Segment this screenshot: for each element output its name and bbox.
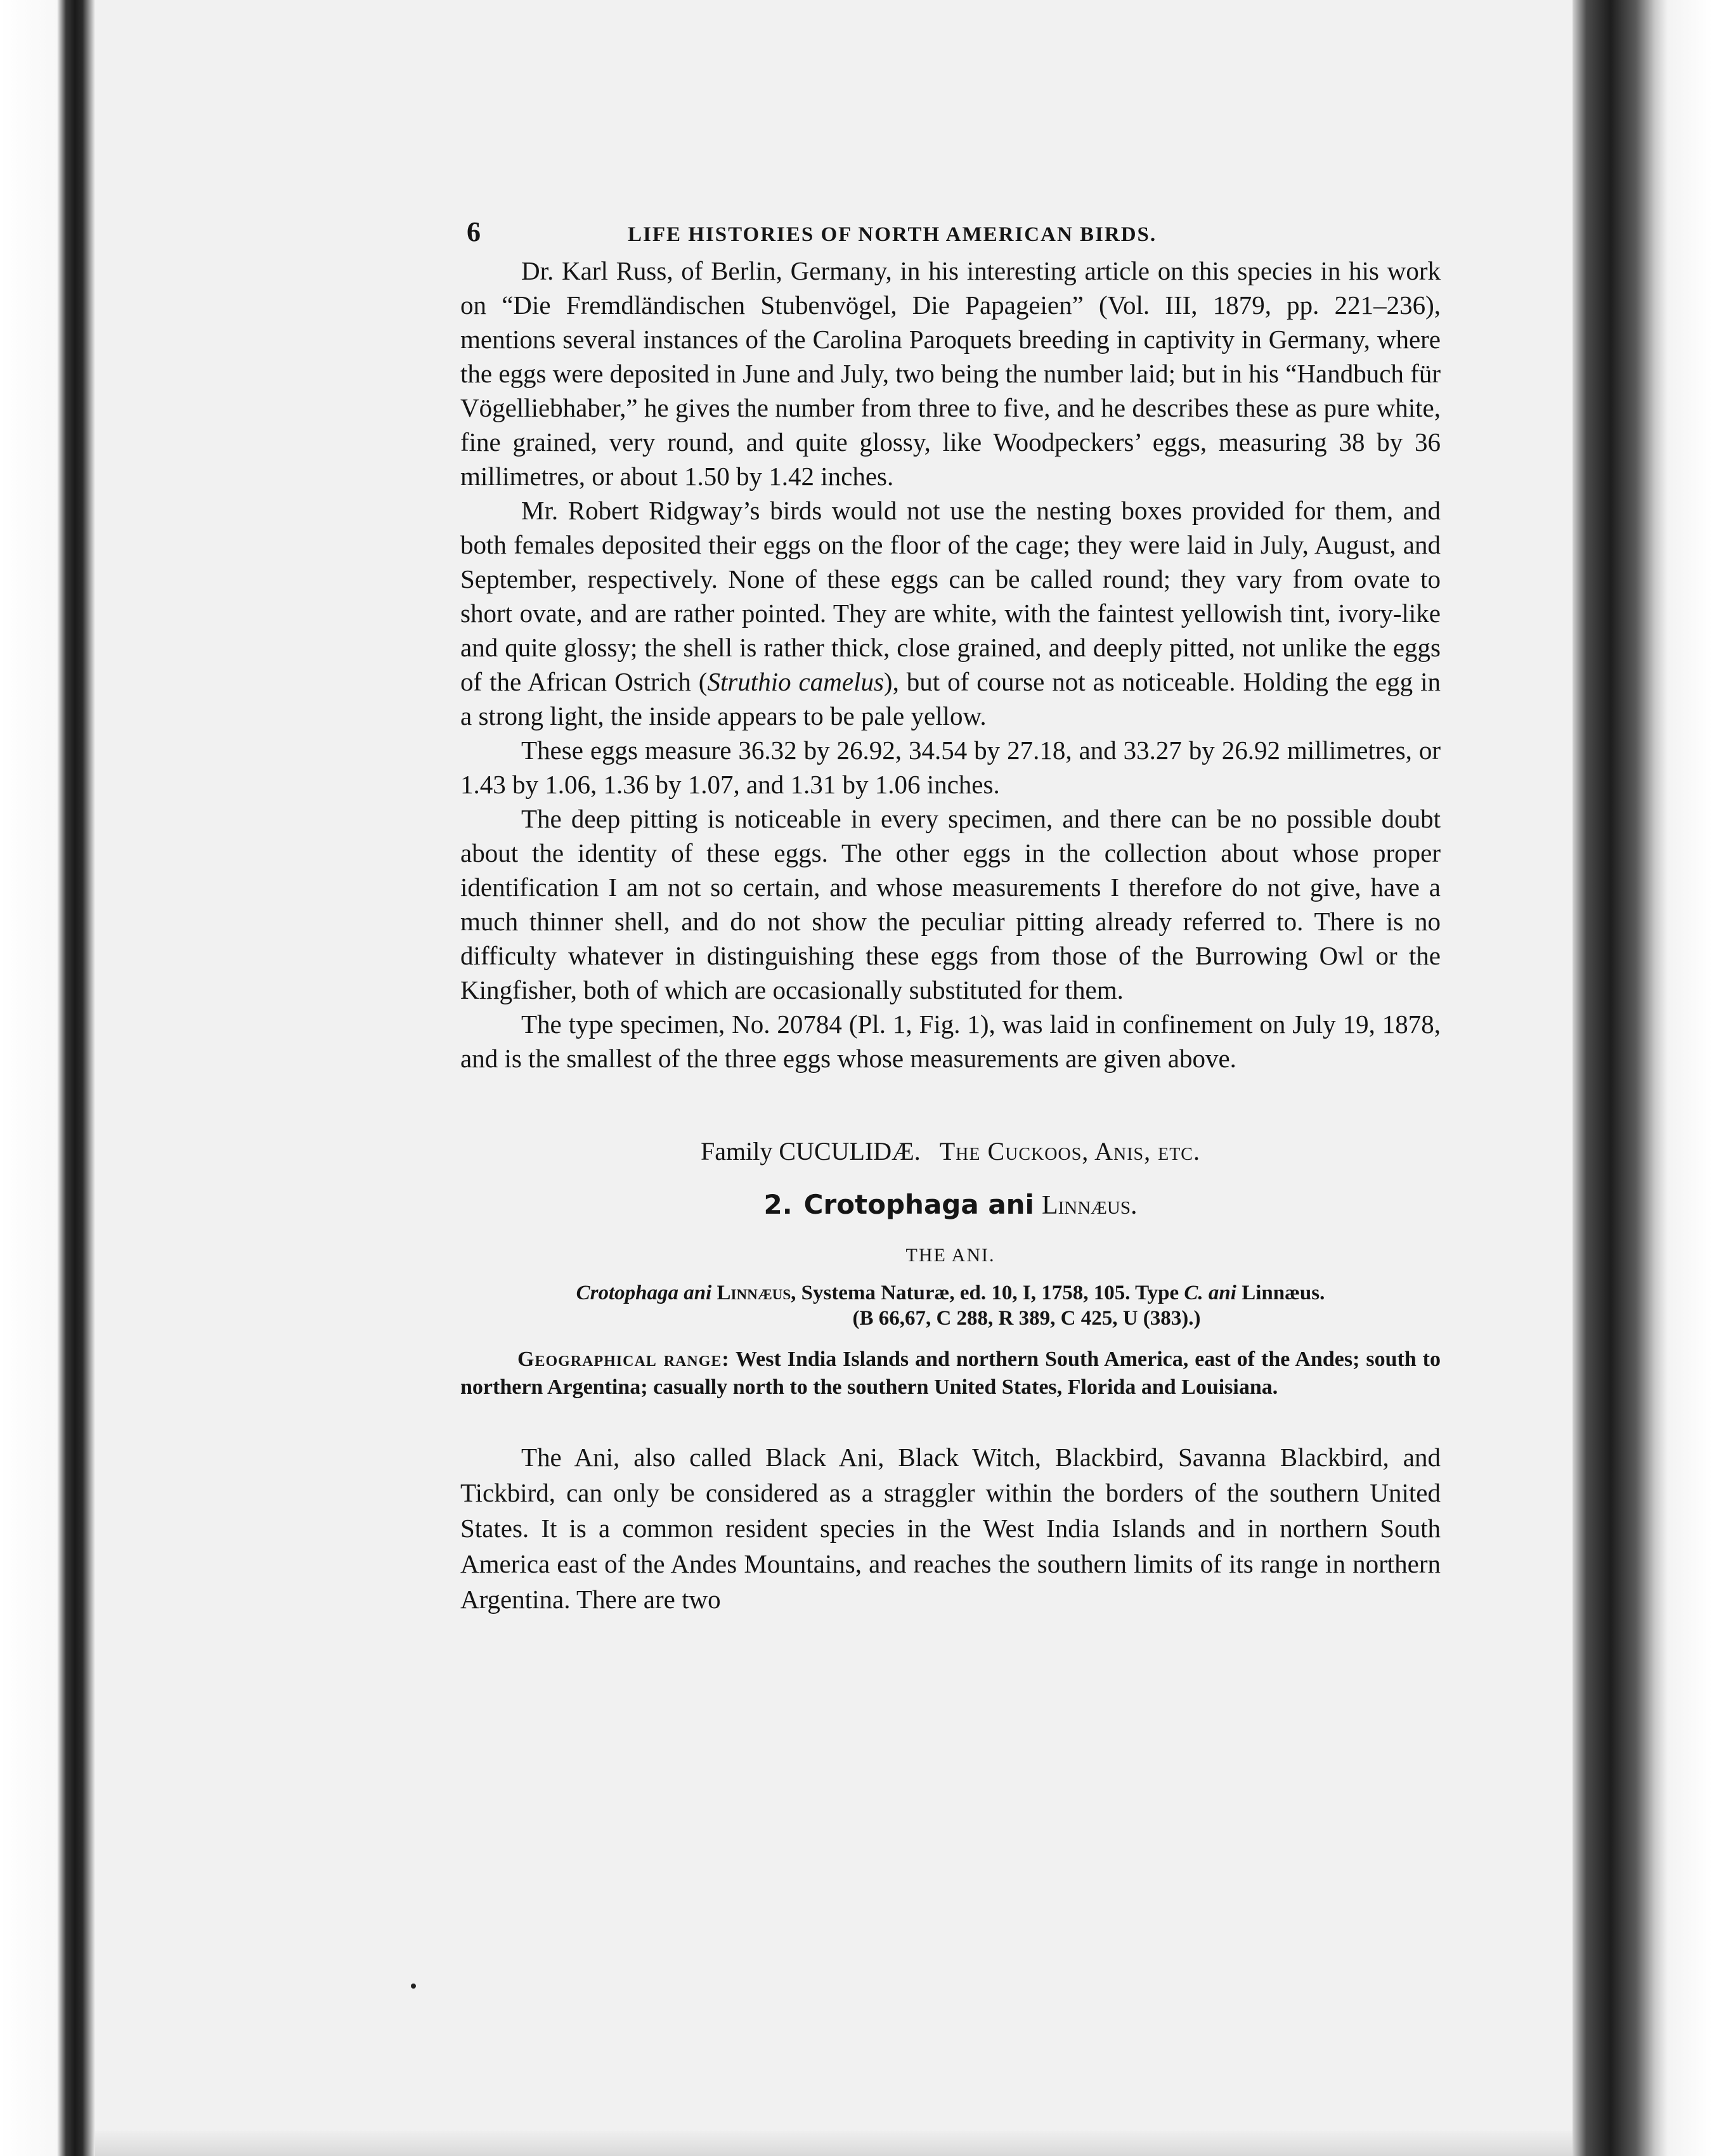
scan-bottom-edge xyxy=(95,2131,1573,2156)
synonymy-citation: , Systema Naturæ, ed. 10, I, 1758, 105. Type xyxy=(791,1282,1184,1304)
paragraph-ani: The Ani, also called Black Ani, Black Witch, Blackbird, Savanna Blackbird, and Tickbird, can only be considered as a straggler within the borders of the southern United States. It is a common resident species in the West India Islands and in northern South America east of the Andes Mountains, and reaches the southern limits of its range in northern Argentina. There are two xyxy=(460,1443,1441,1614)
family-prefix: Family xyxy=(701,1137,773,1166)
species-author: Linnæus. xyxy=(1041,1191,1138,1220)
species-heading xyxy=(460,1189,1441,1221)
paragraph-type-specimen: The type specimen, No. 20784 (Pl. 1, Fig. 1), was laid in confinement on July 19, 1878, and is the smallest of the three eggs whose measurements are given above. xyxy=(460,1010,1441,1073)
synonymy-references: (B 66,67, C 288, R 389, C 425, U (383).) xyxy=(852,1307,1201,1330)
synonymy-name: Crotophaga ani xyxy=(576,1282,712,1304)
page-number: 6 xyxy=(467,216,481,247)
paragraph-measurements: These eggs measure 36.32 by 26.92, 34.54 by 27.18, and 33.27 by 26.92 millimetres, or 1.43 by 1.06, 1.36 by 1.07, and 1.31 by 1.06 inches. xyxy=(460,736,1441,799)
geographical-range-label: Geographical range: xyxy=(517,1348,730,1371)
paragraph-russ: Dr. Karl Russ, of Berlin, Germany, in his interesting article on this species in his work on “Die Fremdländischen Stubenvögel, Die Papageien” (Vol. III, 1879, pp. 221–236), mentions several instances of the Carolina Paroquets breeding in captivity in Germany, where the eggs were deposited in June and July, two being the number laid; but in his “Handbuch für Vögelliebhaber,” he gives the number from three to five, and he describes these as pure white, fine grained, very round, and quite glossy, like Woodpeckers’ eggs, measuring 38 by 36 millimetres, or about 1.50 by 1.42 inches. xyxy=(460,256,1441,491)
family-heading xyxy=(460,1136,1441,1166)
scan-speck xyxy=(411,1984,416,1989)
page-content xyxy=(460,209,1441,1617)
family-name: CUCULIDÆ. xyxy=(779,1137,921,1166)
synonymy-type: C. ani xyxy=(1184,1282,1236,1304)
paragraph-ridgway-text-2: ), but of course not as noticeable. Holding the egg in a strong light, the inside appears to be pale yellow. xyxy=(460,667,1441,731)
geographical-range xyxy=(460,1346,1441,1401)
synonymy-type-author: Linnæus. xyxy=(1236,1282,1325,1304)
species-common-name: THE ANI. xyxy=(905,1245,995,1266)
paragraph-pitting: The deep pitting is noticeable in every specimen, and there can be no possible doubt about the identity of these eggs. The other eggs in the collection about whose proper identification I am not so certain, and whose measurements I therefore do not give, have a much thinner shell, and do not show the peculiar pitting already referred to. There is no difficulty whatever in distinguishing these eggs from those of the Burrowing Owl or the Kingfisher, both of which are occasionally substituted for them. xyxy=(460,804,1441,1004)
running-head xyxy=(460,209,1441,254)
geographical-range-text: West India Islands and northern South America, east of the Andes; south to northern Argentina; casually north to the southern United States, Florida and Louisiana. xyxy=(460,1348,1441,1399)
scan-left-margin xyxy=(0,0,95,2156)
synonymy-author: Linnæus xyxy=(717,1282,791,1304)
family-common-name: The Cuckoos, Anis, etc. xyxy=(939,1137,1200,1166)
paragraph-ridgway xyxy=(460,493,1441,733)
species-number: 2. xyxy=(763,1189,793,1220)
synonymy-line xyxy=(460,1279,1441,1307)
scan-right-edge xyxy=(1573,0,1712,2156)
running-head-title: LIFE HISTORIES OF NORTH AMERICAN BIRDS. xyxy=(628,223,1157,246)
species-name: Crotophaga ani xyxy=(803,1189,1034,1220)
paragraph-ridgway-italic: Struthio camelus xyxy=(707,667,884,696)
paragraph-ridgway-text-1: Mr. Robert Ridgway’s birds would not use the nesting boxes provided for them, and both females deposited their eggs on the floor of the cage; they were laid in July, August, and September, respectively. None of these eggs can be called round; they vary from ovate to short ovate, and are rather pointed. They are white, with the faintest yellowish tint, ivory-like and quite glossy; the shell is rather thick, close grained, and deeply pitted, not unlike the eggs of the African Ostrich ( xyxy=(460,496,1441,696)
